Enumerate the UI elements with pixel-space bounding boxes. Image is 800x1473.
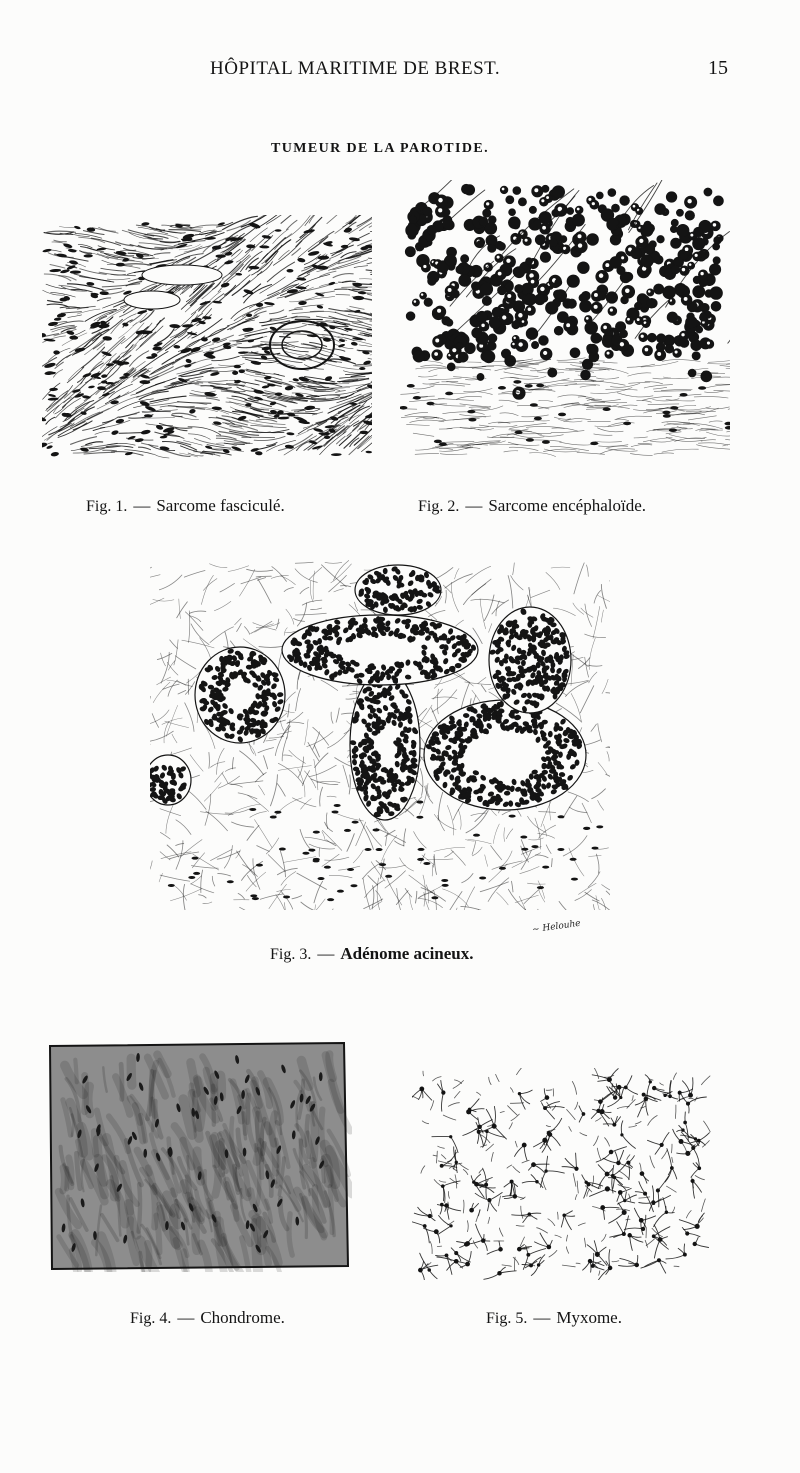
plate-title: TUMEUR DE LA PAROTIDE. xyxy=(270,141,489,156)
figure-1-caption: Fig. 1. — Sarcome fasciculé. xyxy=(86,496,285,515)
cartilage-texture xyxy=(50,1043,352,1272)
spindle-cell-texture xyxy=(42,215,372,458)
acinar-gland-texture xyxy=(150,561,610,911)
artist-signature: ~ Helouhe xyxy=(531,918,582,936)
figure-4-illustration xyxy=(46,1040,352,1272)
figure-2-illustration xyxy=(400,180,730,465)
figure-4-caption-text: Chondrome. xyxy=(200,1308,285,1327)
figure-4-number: Fig. 4. xyxy=(130,1310,172,1327)
round-cell-texture xyxy=(400,180,730,456)
figure-3-caption-text: Adénome acineux. xyxy=(340,944,474,963)
figure-2-caption-text: Sarcome encéphaloïde. xyxy=(488,496,646,515)
page-number: 15 xyxy=(708,57,728,79)
figure-4-caption: Fig. 4. — Chondrome. xyxy=(130,1308,285,1327)
figure-1-number: Fig. 1. xyxy=(86,498,128,515)
stellate-cell-texture xyxy=(412,1068,710,1280)
figure-5-caption: Fig. 5. — Myxome. xyxy=(486,1308,622,1327)
figure-2-caption: Fig. 2. — Sarcome encéphaloïde. xyxy=(418,496,646,515)
figure-1-illustration xyxy=(42,215,372,463)
figure-2-number: Fig. 2. xyxy=(418,498,460,515)
running-head xyxy=(0,58,800,88)
figure-3-number: Fig. 3. xyxy=(270,946,312,963)
figure-3-illustration xyxy=(150,560,610,910)
figure-5-caption-text: Myxome. xyxy=(556,1308,622,1327)
figure-5-number: Fig. 5. xyxy=(486,1310,528,1327)
figure-5-illustration xyxy=(412,1068,712,1280)
running-title: HÔPITAL MARITIME DE BREST. xyxy=(210,58,501,79)
figure-1-caption-text: Sarcome fasciculé. xyxy=(156,496,285,515)
figure-3-caption: Fig. 3. — Adénome acineux. xyxy=(270,944,474,963)
